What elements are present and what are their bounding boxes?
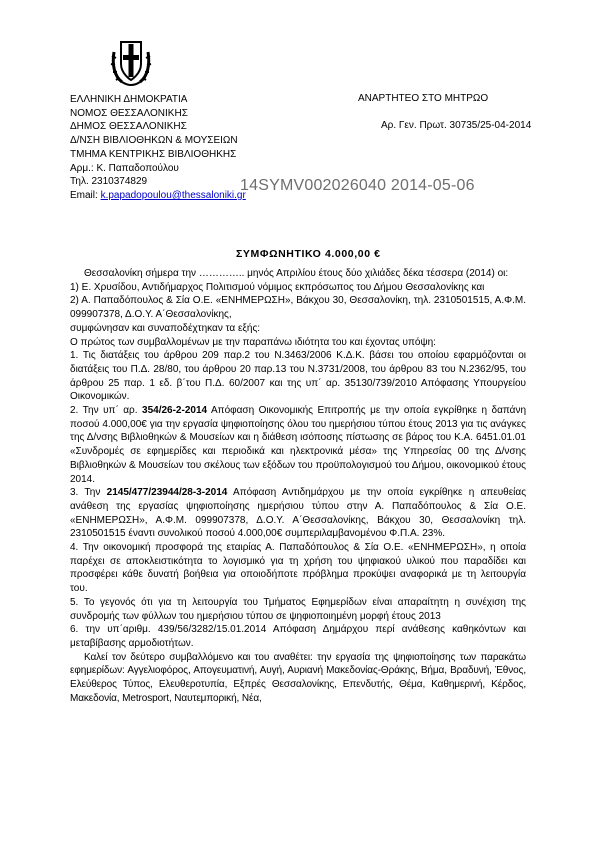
item-2-ref: 354/26-2-2014 [142,405,208,417]
posted-note: ΑΝΑΡΤΗΤΕΟ ΣΤΟ ΜΗΤΡΩΟ [358,93,489,104]
document-title: ΣΥΜΦΩΝΗΤΙΚΟ 4.000,00 € [236,248,381,260]
item-3-ref: 2145/477/23944/28-3-2014 [106,487,228,499]
protocol-number: Αρ. Γεν. Πρωτ. 30735/25-04-2014 [381,120,532,131]
item-3: 3. Την 2145/477/23944/28-3-2014 Απόφαση Αντιδημάρχου με την οποία εγκρίθηκε η απευθείας ανάθεση της εργασίας ψηφιοποίησης ημερήσιου τύπου στην Α. Παπαδόπουλος & Σία Ο.Ε. «ΕΝΗΜΕΡΩΣΗ», Α.Φ.Μ. 099907378, Δ.Ο.Υ. Α΄Θεσσαλονίκης, Βάκχου 30, Θεσσαλονίκη τηλ. 2310501515 έναντι συνολικού ποσού 4.000,00€ συμπεριλαμβανομένου Φ.Π.Α. 23%. [70,487,527,540]
party-2: 2) Α. Παπαδόπουλος & Σία Ο.Ε. «ΕΝΗΜΕΡΩΣΗ», Βάκχου 30, Θεσσαλονίκη, τηλ. 2310501515, Α.Φ.Μ. 099907378, Δ.Ο.Υ. Α΄Θεσσαλονίκης, [70,295,526,321]
item-1: 1. Τις διατάξεις του άρθρου 209 παρ.2 του Ν.3463/2006 Κ.Δ.Κ. βάσει του οποίου εφαρμόζονται οι διατάξεις του Π.Δ. 28/80, του άρθρου 20 παρ.13 του Ν.3731/2008, του άρθρου 83 του Ν.2362/95, του άρθρου 25 παρ. 1 εδ. β΄του Π.Δ. 60/2007 και της υπ΄ αρ. 35130/739/2010 Απόφασης Υπουργείου Οικονομικών. [70,350,526,403]
first-party-line: Ο πρώτος των συμβαλλομένων με την παραπάνω ιδιότητα του και έχοντας υπόψη: [70,336,436,348]
directorate-line: Δ/ΝΣΗ ΒΙΒΛΙΟΘΗΚΩΝ & ΜΟΥΣΕΙΩΝ [70,135,238,147]
phone-line: Τηλ. 2310374829 [70,176,148,188]
item-5: 5. Το γεγονός ότι για τη λειτουργία του Τμήματος Εφημερίδων είναι απαραίτητη η συνέχιση της συνδρομής των φύλλων του ημερήσιου τύπου σε ψηφιοποιημένη μορφή έτους 2013 [70,596,526,622]
municipality-line: ΔΗΜΟΣ ΘΕΣΣΑΛΟΝΙΚΗΣ [70,121,187,133]
item-4: 4. Την οικονομική προσφορά της εταιρίας Α. Παπαδόπουλος & Σία Ο.Ε. «ΕΝΗΜΕΡΩΣΗ», η οποία παρέχει σε αποκλειστικότητα το λογισμικό για τη χρήση του ψηφιακού υλικού που παραδίδει και προσφέρει κάθε δυνατή βοήθεια για οποιοδήποτε πρόβλημα προκύψει αναφορικά με τη λειτουργία του. [70,542,526,595]
prefecture-line: ΝΟΜΟΣ ΘΕΣΣΑΛΟΝΙΚΗΣ [70,107,188,119]
email-link[interactable]: k.papadopoulou@thessaloniki.gr [100,189,246,201]
sender-block [70,93,246,203]
email-line [70,189,246,203]
assignment-paragraph: Καλεί τον δεύτερο συμβαλλόμενο και του αναθέτει: την εργασία της ψηφιοποίησης των παρακάτω εφημερίδων: Αγγελιοφόρος, Απογευματινή, Αυγή, Αυριανή Μακεδονίας-Θράκης, Βήμα, Βραδυνή, Έθνος, Ελεύθερος Τύπος, Ελευθεροτυπία, Εξπρές Θεσσαλονίκης, Επενδυτής, Θέμα, Καθημερινή, Κέρδος, Μακεδονία, Metrosport, Ναυτεμπορική, Νέα, [70,651,526,704]
email-label: Email: [70,189,98,201]
agreed-line: συμφώνησαν και συναποδέχτηκαν τα εξής: [70,322,261,334]
department-line: ΤΜΗΜΑ ΚΕΝΤΡΙΚΗΣ ΒΙΒΛΙΟΘΗΚΗΣ [70,148,237,160]
republic-line: ΕΛΛΗΝΙΚΗ ΔΗΜΟΚΡΑΤΙΑ [70,94,188,105]
document-body [70,267,526,706]
item-6: 6. την υπ΄αριθμ. 439/56/3282/15.01.2014 Απόφαση Δημάρχου περί ανάθεσης καθηκόντων και μεταβίβασης αρμοδιοτήτων. [70,624,526,649]
greek-emblem-icon [110,38,152,88]
party-1: 1) Ε. Χρυσίδου, Αντιδήμαρχος Πολιτισμού νόμιμος εκπρόσωπος του Δήμου Θεσσαλονίκης και [70,281,485,293]
registry-stamp: 14SYMV002026040 2014-05-06 [240,177,475,194]
item-2: 2. Την υπ΄ αρ. 354/26-2-2014 Απόφαση Οικονομικής Επιτροπής με την οποία εγκρίθηκε η δαπάνη ποσού 4.000,00€ για την εργασία ψηφιοποίησης όλου του ημερήσιου τύπου έτους 2013 για τις ανάγκες της Δ/νσης Βιβλιοθηκών & Μουσείων και η διάθεση ισόποσης πίστωσης σε βάρος του Κ.Α. 6451.01.01 «Συνδρομές σε εφημερίδες και περιοδικά και ηλεκτρονικά μέσα» της Υπηρεσίας 00 της Δ/νσης Βιβλιοθηκών & Μουσείων του σκέλους των εξόδων του προϋπολογισμού του Δήμου, οικονομικού έτους 2014. [70,405,527,485]
contact-person: Αρμ.: Κ. Παπαδοπούλου [70,162,179,174]
intro-paragraph: Θεσσαλονίκη σήμερα την ………….. μηνός Απριλίου έτους δύο χιλιάδες δέκα τέσσερα (2014) οι: [84,268,509,279]
